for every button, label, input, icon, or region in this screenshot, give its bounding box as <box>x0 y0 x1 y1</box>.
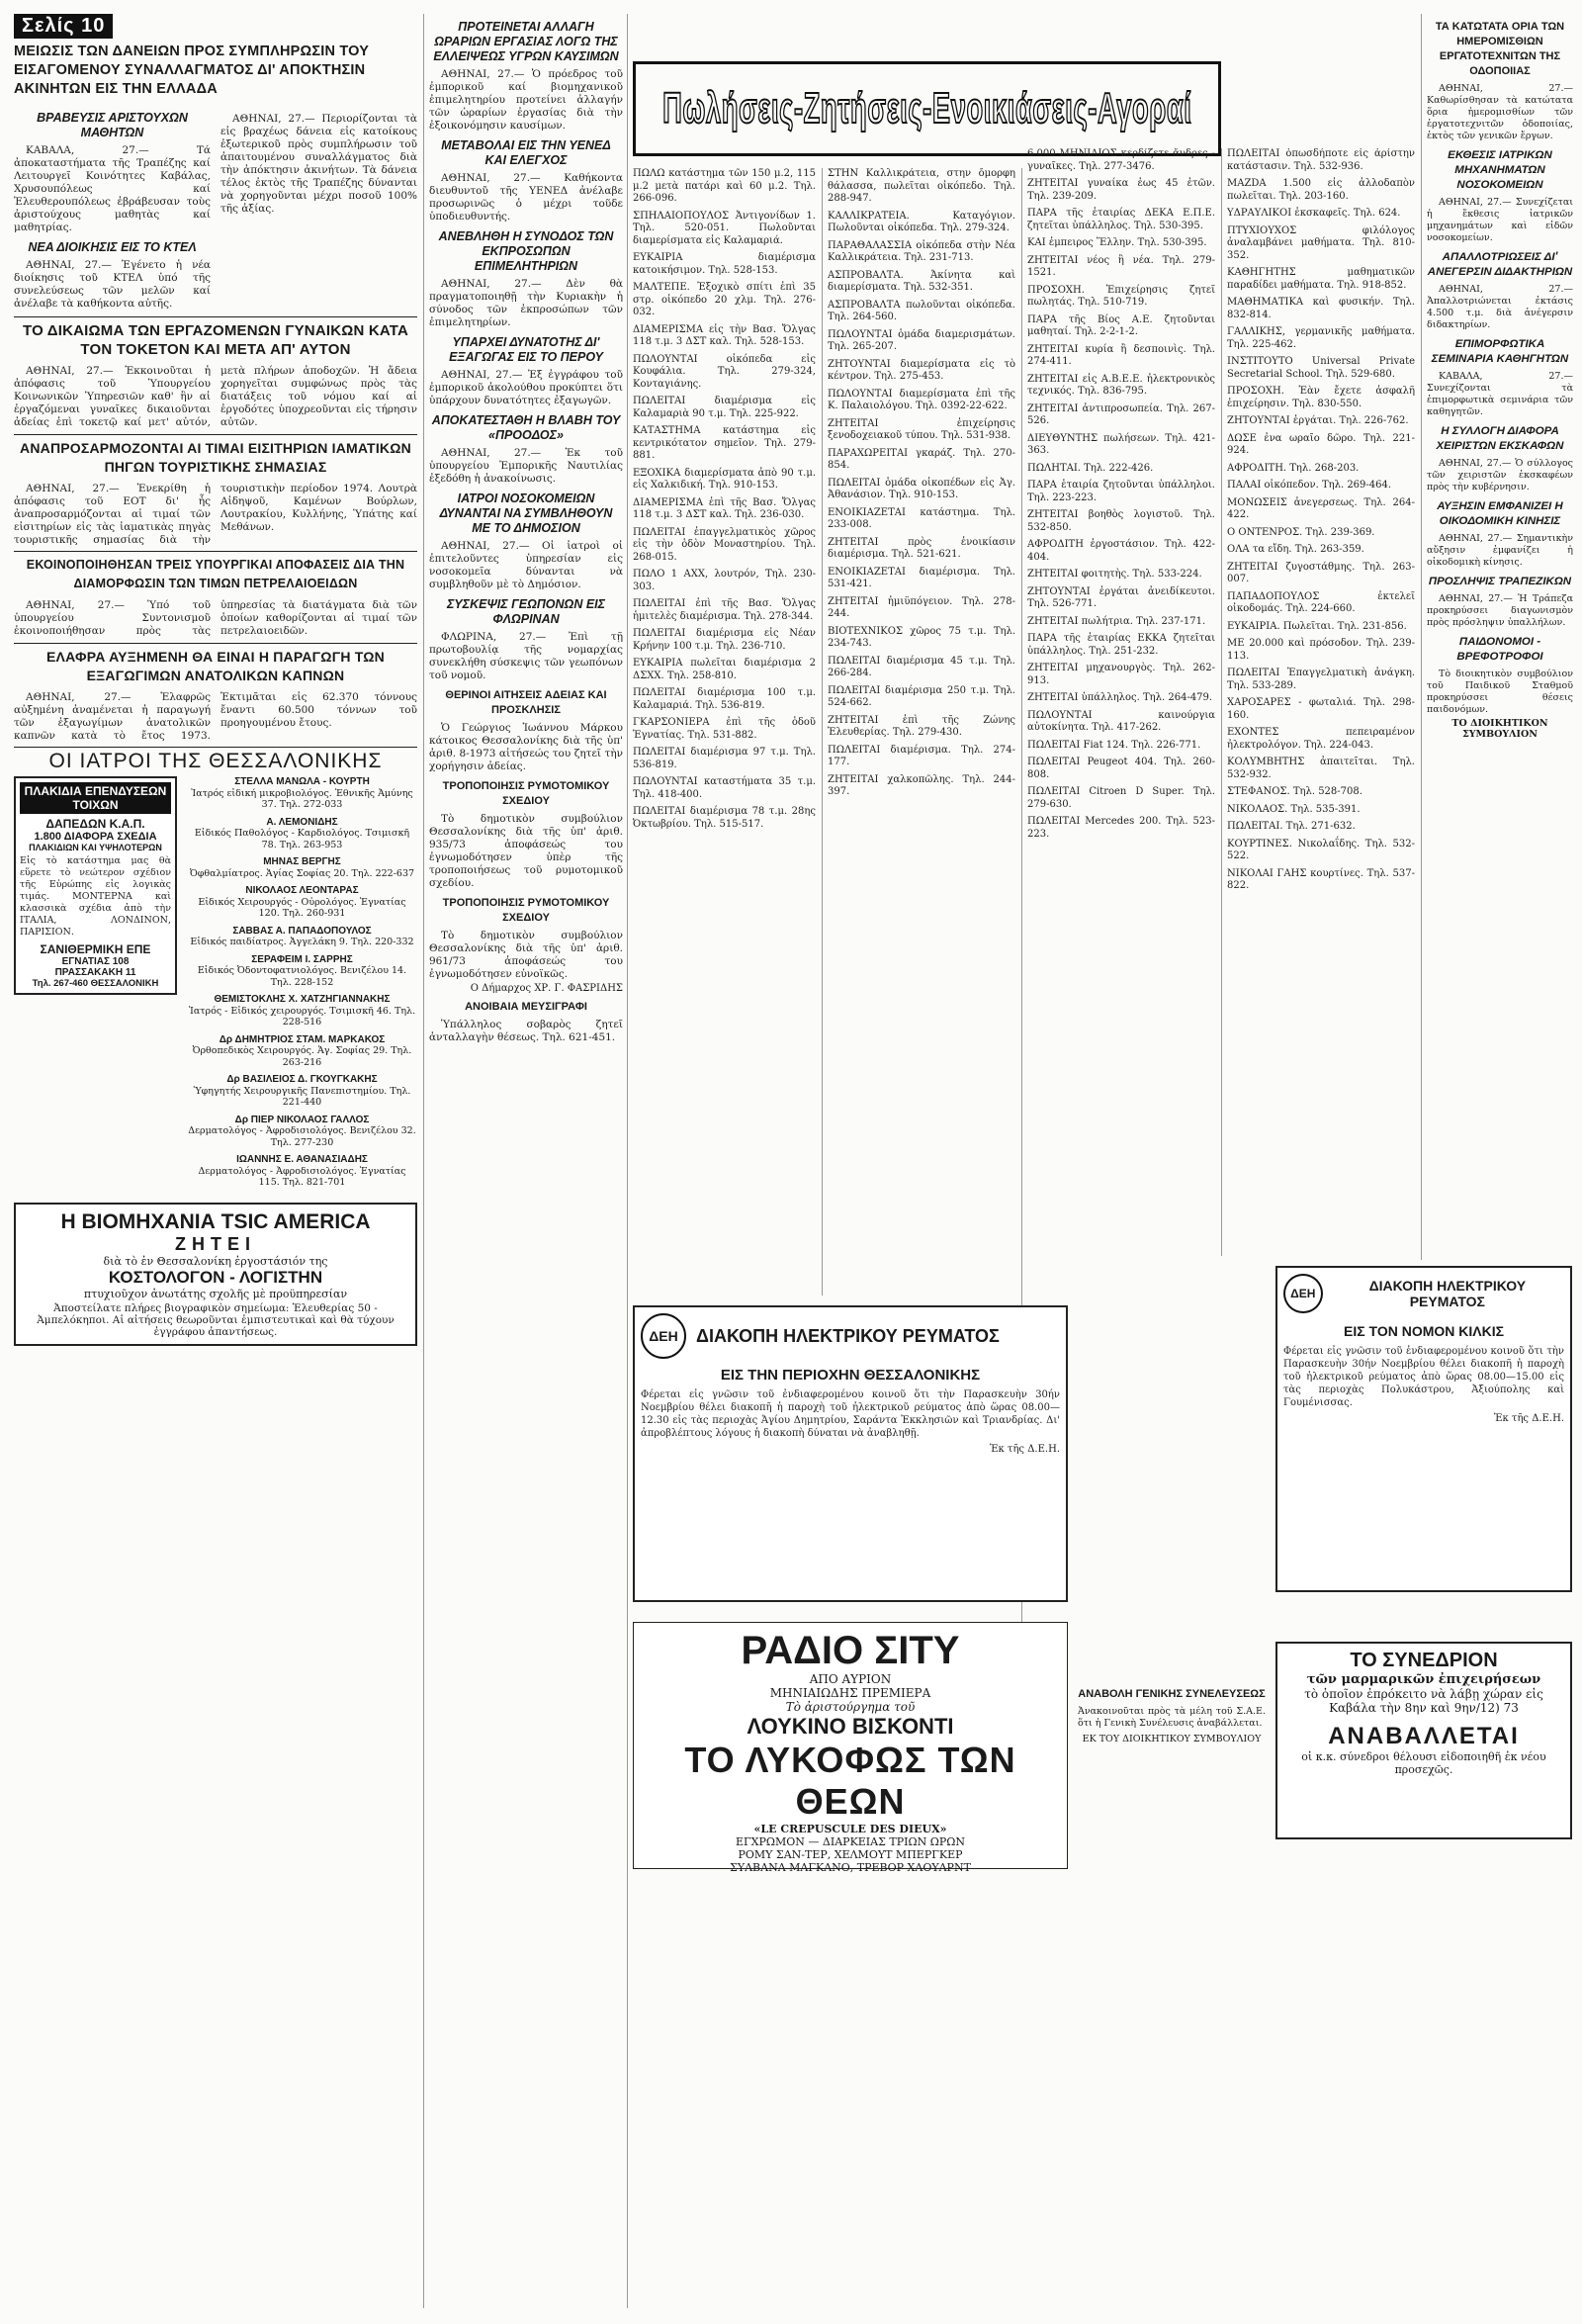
ad-item: ΝΙΚΟΛΑΟΣ. Τηλ. 535-391. <box>1227 803 1361 815</box>
ad-item: ΓΑΛΛΙΚΗΣ, γερμανικῆς μαθήματα. Τηλ. 225-462. <box>1227 326 1415 350</box>
synedrion-title: ΤΟ ΣΥΝΕΔΡΙΟΝ <box>1350 1650 1498 1671</box>
article-text-3: ΑΘΗΝΑΙ, 27.— Ἐνεκρίθη ἡ ἀπόφασις τοῦ ΕΟΤ δι' ἧς ἀναπροσαρμόζονται αἱ τιμαί τῶν εἰσιτηρίων εἰς τὰς ἰαματικὰς πηγὰς τουριστικῆς σημασίας διὰ τὴν τουριστικὴν περίοδον 1974. Λουτρὰ Αἰδηψοῦ, Καμένων Βούρλων, Λουτρακίου, Κυλλήνης, Ὑπάτης καί Μεθάνων. <box>14 483 417 546</box>
c3-text-5: ΑΘΗΝΑΙ, 27.— Ἐκ τοῦ ὑπουργείου Ἐμπορικῆς Ναυτιλίας ἐξεδόθη ἡ ἀνακοίνωσις. <box>429 447 623 485</box>
c8-title-2: ΕΚΘΕΣΙΣ ΙΑΤΡΙΚΩΝ ΜΗΧΑΝΗΜΑΤΩΝ ΝΟΣΟΚΟΜΕΙΩΝ <box>1448 149 1552 191</box>
sub2-title: ΝΕΑ ΔΙΟΙΚΗΣΙΣ ΕΙΣ ΤΟ ΚΤΕΛ <box>28 240 197 254</box>
anavoli-notice <box>1078 1681 1266 1859</box>
c8-title-6: ΑΥΞΗΣΙΝ ΕΜΦΑΝΙΖΕΙ Η ΟΙΚΟΔΟΜΙΚΗ ΚΙΝΗΣΙΣ <box>1437 500 1563 527</box>
radio-color: ΕΓΧΡΩΜΟΝ — ΔΙΑΡΚΕΙΑΣ ΤΡΙΩΝ ΩΡΩΝ <box>736 1835 965 1848</box>
article-text-2: ΑΘΗΝΑΙ, 27.— Ἐκκοινοῦται ἡ ἀπόφασις τοῦ Ὑπουργείου Κοινωνικῶν Ὑπηρεσιῶν καθ' ἣν αἱ ἐργαζόμεναι γυναῖκες δικαιοῦνται ἀδείας ἐπὶ τοκετῷ καί μετ' αὐτόν, μετὰ πλήρων ἀποδοχῶν. Ἡ ἄδεια χορηγεῖται συμφώνως πρὸς τὰς διατάξεις τοῦ νόμου καί αἱ ἐργοδότες ὑποχρεοῦνται εἰς τήρησιν αὐτῶν. <box>14 365 417 428</box>
tsic-line1: διὰ τὸ ἐν Θεσσαλονίκη ἐργοστάσιόν της <box>103 1254 328 1268</box>
tsic-ad <box>14 1203 417 1346</box>
radio-city-ad <box>633 1622 1068 1874</box>
deh2-body: Φέρεται εἰς γνῶσιν τοῦ ἐνδιαφερομένου κοινοῦ ὅτι τὴν Παρασκευὴν 30ήν Νοεμβρίου θέλει διακοπῆ ἡ παροχὴ τοῦ ἠλεκτρικοῦ ρεύματος ἀπὸ ὥρας 08.00—15.00 εἰς τὰς περιοχὰς Πολυκάστρου, Ἀξιούπολης καὶ Γουμένισσας. <box>1283 1346 1564 1408</box>
radio-cast2: ΣΥΛΒΑΝΑ ΜΑΓΚΑΝΟ, ΤΡΕΒΟΡ ΧΑΟΥΑΡΝΤ <box>730 1861 971 1874</box>
anavoli-sign: ΕΚ ΤΟΥ ΔΙΟΙΚΗΤΙΚΟΥ ΣΥΜΒΟΥΛΙΟΥ <box>1082 1734 1262 1744</box>
doctor-entry: ΣΑΒΒΑΣ Α. ΠΑΠΑΔΟΠΟΥΛΟΣ Εἰδικός παιδίατρος. Ἀγγελάκη 9. Τηλ. 220-332 <box>190 925 414 947</box>
article-title-3: ΑΝΑΠΡΟΣΑΡΜΟΖΟΝΤΑΙ ΑΙ ΤΙΜΑΙ ΕΙΣΙΤΗΡΙΩΝ ΙΑΜΑΤΙΚΩΝ ΠΗΓΩΝ ΤΟΥΡΙΣΤΙΚΗΣ ΣΗΜΑΣΙΑΣ <box>20 440 411 475</box>
c3-text-11: Ὑπάλληλος σοβαρὸς ζητεῖ ἀνταλλαγὴν θέσεως. Τηλ. 621-451. <box>429 1019 623 1043</box>
plakidia-address: ΕΓΝΑΤΙΑΣ 108 <box>61 956 130 967</box>
article-text-5: ΑΘΗΝΑΙ, 27.— Ἐλαφρῶς αὐξημένη ἀναμένεται ἡ παραγωγή τῶν ἐξαγωγίμων ἀνατολικῶν καπνῶν κατὰ τὸ ἔτος 1973. Ἐκτιμᾶται εἰς 62.370 τόννους ἔναντι 60.500 τόννων τοῦ προηγουμένου ἔτους. <box>14 691 417 742</box>
ad-item: ΣΤΗΝ Καλλικράτεια, στην ὄμορφη θάλασσα, πωλεῖται οἰκόπεδο. Τηλ. 288-947. <box>828 168 1015 204</box>
ad-item: ΕΥΚΑΙΡΙΑ διαμέρισμα κατοικήσιμον. Τηλ. 528-153. <box>633 252 816 276</box>
radio-cast1: ΡΟΜΥ ΣΑΝ-ΤΕΡ, ΧΕΛΜΟΥΤ ΜΠΕΡΓΚΕΡ <box>738 1848 963 1861</box>
ad-item: ΠΩΛΟΥΝΤΑΙ καταστήματα 35 τ.μ. Τηλ. 418-400. <box>633 776 816 800</box>
ad-item: ΖΗΤΕΙΤΑΙ γυναίκα ἐως 45 ἐτῶν. Τηλ. 239-209. <box>1027 178 1215 202</box>
tsic-line4: Ἀποστείλατε πλήρες βιογραφικὸν σημείωμα: Ἐλευθερίας 50 - Ἀμπελόκηποι. Αἱ αἰτήσεις θεωροῦνται ἐμπιστευτικαὶ καὶ θὰ τύχουν ἐγγράφου ἀπαντήσεως. <box>37 1301 395 1338</box>
ad-item: ΠΩΛΕΙΤΑΙ Fiat 124. Τηλ. 226-771. <box>1027 739 1201 751</box>
ad-item: Ο ΟΝΤΕΝΡΟΣ. Τηλ. 239-369. <box>1227 526 1375 538</box>
c8-title-3: ΑΠΑΛΛΟΤΡΙΩΣΕΙΣ ΔΙ' ΑΝΕΓΕΡΣΙΝ ΔΙΔΑΚΤΗΡΙΩΝ <box>1427 251 1573 278</box>
doctor-entry: Δρ ΠΙΕΡ ΝΙΚΟΛΑΟΣ ΓΑΛΛΟΣ Δερματολόγος - Ἀφροδισιολόγος. Βενιζέλου 32. Τηλ. 277-230 <box>188 1114 416 1148</box>
c3-title-9: ΤΡΟΠΟΠΟΙΗΣΙΣ ΡΥΜΟΤΟΜΙΚΟΥ ΣΧΕΔΙΟΥ <box>442 780 610 807</box>
plakidia-price: 1.800 ΔΙΑΦΟΡΑ ΣΧΕΔΙΑ <box>34 831 157 843</box>
plakidia-body: Εἰς τὸ κατάστημα μας θὰ εὕρετε τὸ νεώτερον σχέδιον τῆς Εὐρώπης εἰς λογικὰς τιμάς. ΜΟΝΤΕΡΝΑ καὶ κλασσικὰ σχέδια ἀπὸ τὴν ΙΤΑΛΙΑ, ΛΟΝΔΙΝΟΝ, ΠΑΡΙΣΙΟΝ. <box>20 855 171 938</box>
ad-item: ΕΞΟΧΙΚΑ διαμερίσματα ἀπὸ 90 τ.μ. εἰς Χαλκιδική. Τηλ. 910-153. <box>633 467 816 491</box>
radio-director: ΛΟΥΚΙΝΟ ΒΙΣΚΟΝΤΙ <box>747 1714 954 1739</box>
c8-text-2: ΑΘΗΝΑΙ, 27.— Συνεχίζεται ἡ ἔκθεσις ἰατρικῶν μηχανημάτων καὶ εἰδῶν νοσοκομείων. <box>1427 197 1573 243</box>
ad-item: ΠΩΛΕΙΤΑΙ διαμέρισμα 78 τ.μ. 28ης Ὀκτωβρίου. Τηλ. 515-517. <box>633 806 816 830</box>
ad-item: ΖΗΤΕΙΤΑΙ χαλκοπῶλης. Τηλ. 244-397. <box>828 773 1015 797</box>
ad-item: ΠΩΛΕΙΤΑΙ. Τηλ. 271-632. <box>1227 821 1356 832</box>
col1b-text: ΑΘΗΝΑΙ, 27.— Περιορίζονται τὰ εἰς βραχέως δάνεια εἰς κατοίκους ἐξωτερικοῦ πρὸς συμπλήρωσιν τοῦ ἀπαιτουμένου συναλλάγματος διὰ τὴν ἀπόκτησιν ἀκινήτων. Τὰ δάνεια τέλος ἐκτὸς τῆς Τραπέζης δύνανται νὰ χορηγοῦνται μέχρι ποσοῦ 100% τῆς ἀξίας. <box>220 113 417 215</box>
synedrion-line3: οἱ κ.κ. σύνεδροι θέλουσι εἰδοποιηθῆ ἐκ νέου προσεχῶς. <box>1301 1750 1546 1776</box>
ad-item: ΑΦΡΟΔΙΤΗ. Τηλ. 268-203. <box>1227 462 1360 474</box>
tsic-line2: ΚΟΣΤΟΛΟΓΟΝ - ΛΟΓΙΣΤΗΝ <box>108 1267 323 1287</box>
ad-item: ΠΑΠΑΔΟΠΟΥΛΟΣ ἐκτελεῖ οἰκοδομάς. Τηλ. 224-660. <box>1227 590 1415 614</box>
synedrion-line2: τὸ ὁποῖον ἐπρόκειτο νὰ λάβῃ χώραν εἰς Καβάλα τὴν 8ην καὶ 9ην/12) 73 <box>1304 1687 1543 1715</box>
c8-text-8: Τὸ διοικητικὸν συμβούλιον τοῦ Παιδικοῦ Σταθμοῦ προκηρύσσει θέσεις παιδονόμων. <box>1427 669 1573 715</box>
deh-notice-thessaloniki <box>633 1305 1068 1602</box>
ad-item: ΖΗΤΕΙΤΑΙ ἀντιπροσωπεία. Τηλ. 267-526. <box>1027 402 1215 426</box>
ad-item: ΔΙΑΜΕΡΙΣΜΑ εἰς τὴν Βασ. Ὄλγας 118 τ.μ. 3 ΔΣΤ καλ. Τηλ. 528-153. <box>633 323 816 347</box>
main-title: ΜΕΙΩΣΙΣ ΤΩΝ ΔΑΝΕΙΩΝ ΠΡΟΣ ΣΥΜΠΛΗΡΩΣΙΝ ΤΟΥ ΕΙΣΑΓΟΜΕΝΟΥ ΣΥΝΑΛΛΑΓΜΑΤΟΣ ΔΙ' ΑΠΟΚΤΗΣΙΝ ΑΚΙΝΗΤΩΝ ΕΙΣ ΤΗΝ ΕΛΛΑΔΑ <box>14 44 370 97</box>
ad-item: ΠΩΛΕΙΤΑΙ διαμέρισμα. Τηλ. 274-177. <box>828 744 1015 767</box>
c8-text-3: ΑΘΗΝΑΙ, 27.— Ἀπαλλοτριώνεται ἐκτάσις 4.500 τ.μ. διὰ ἀνέγερσιν διδακτηρίων. <box>1427 284 1573 330</box>
c3-title-7: ΣΥΣΚΕΨΙΣ ΓΕΩΠΟΝΩΝ ΕΙΣ ΦΛΩΡΙΝΑΝ <box>446 597 606 626</box>
ad-item: ΠΑΡΑΘΑΛΑΣΣΙΑ οἰκόπεδα στὴν Νέα Καλλικράτεια. Τηλ. 231-713. <box>828 239 1015 263</box>
ad-item: ΠΩΛΕΙΤΑΙ διαμέρισμα 250 τ.μ. Τηλ. 524-662. <box>828 684 1015 708</box>
ad-item: ΖΗΤΕΙΤΑΙ ἐπὶ τῆς Ζώνης Ἐλευθερίας. Τηλ. 279-430. <box>828 714 1015 738</box>
page-tag: Σελίς 10 <box>14 14 113 39</box>
tsic-title: Η ΒΙΟΜΗΧΑΝΙΑ TSIC AMERICA <box>60 1209 371 1233</box>
c8-title-8: ΠΑΙΔΟΝΟΜΟΙ - ΒΡΕΦΟΤΡΟΦΟΙ <box>1456 636 1543 663</box>
doctors-title: ΟΙ ΙΑΤΡΟΙ ΤΗΣ ΘΕΣΣΑΛΟΝΙΚΗΣ <box>48 750 383 772</box>
ad-item: ΠΑΡΑ ἑταιρία ζητοῦνται ὑπάλληλοι. Τηλ. 223-223. <box>1027 480 1215 503</box>
c3-sign: Ο Δήμαρχος ΧΡ. Γ. ΦΑΣΡΙΔΗΣ <box>470 983 623 994</box>
ad-item: ΕΝΟΙΚΙΑΖΕΤΑΙ διαμέρισμα. Τηλ. 531-421. <box>828 566 1015 589</box>
ad-item: ΖΗΤΕΙΤΑΙ βοηθὸς λογιστοῦ. Τηλ. 532-850. <box>1027 509 1215 533</box>
doctors-list <box>187 776 417 1195</box>
article-title-4: ΕΚΟΙΝΟΠΟΙΗΘΗΣΑΝ ΤΡΕΙΣ ΥΠΟΥΡΓΙΚΑΙ ΑΠΟΦΑΣΕΙΣ ΔΙΑ ΤΗΝ ΔΙΑΜΟΡΦΩΣΙΝ ΤΩΝ ΤΙΜΩΝ ΠΕΤΡΕΛΑΙΟΕΙΔΩΝ <box>26 558 405 590</box>
ad-item: ΚΟΥΡΤΙΝΕΣ. Νικολαΐδης. Τηλ. 532-522. <box>1227 838 1415 861</box>
c8-text-1: ΑΘΗΝΑΙ, 27.— Καθωρίσθησαν τὰ κατώτατα ὅρια ἡμερομισθίων τῶν ἐργατοτεχνιτῶν ὁδοποιίας, ἐκτὸς τῶν γενικῶν ἔργων. <box>1427 83 1573 141</box>
c3-text-4: ΑΘΗΝΑΙ, 27.— Ἐξ ἐγγράφου τοῦ ἐμπορικοῦ ἀκολούθου προκύπτει ὅτι ὑπάρχουν δυνατότητες ἐξαγωγῶν. <box>429 369 623 406</box>
ad-item: ΖΗΤΕΙΤΑΙ ζυγοστάθμης. Τηλ. 263-007. <box>1227 561 1415 584</box>
ads-column-7 <box>1227 148 1415 1256</box>
c3-title-5: ΑΠΟΚΑΤΕΣΤΑΘΗ Η ΒΛΑΒΗ ΤΟΥ «ΠΡΟΟΔΟΣ» <box>431 413 621 442</box>
sub1-text: ΚΑΒΑΛΑ, 27.— Τά ἀποκαταστήματα τῆς Τραπέζης καί Λειτουργεῖ Κοινότητες Καβάλας, Χρυσουπόλεως καί Ἐλευθερουπόλεως ἐβράβευσαν τοὺς ἀριστούχους μαθητὰς καί μαθητρίας. <box>14 144 211 233</box>
plakidia-extra: ΠΛΑΚΙΔΙΩΝ ΚΑΙ ΥΨΗΛΟΤΕΡΩΝ <box>29 843 162 852</box>
ad-item: ΠΩΛΟΥΝΤΑΙ οἰκόπεδα εἰς Κουφάλια. Τηλ. 279-324, Κονταγιάνης. <box>633 353 816 390</box>
plakidia-address2: ΠΡΑΣΣΑΚΑΚΗ 11 <box>54 967 136 978</box>
plakidia-company: ΣΑΝΙΘΕΡΜΙΚΗ ΕΠΕ <box>40 942 151 956</box>
c3-text-2: ΑΘΗΝΑΙ, 27.— Καθήκοντα διευθυντοῦ τῆς ΥΕΝΕΔ ἀνέλαβε προσωρινῶς ὁ μέχρι τοῦδε ὑποδιευθυντής. <box>429 172 623 223</box>
ad-item: ΜΑΛΤΕΠΕ. Ἐξοχικὸ σπίτι ἐπὶ 35 στρ. οἰκόπεδο 20 χλμ. Τηλ. 276-032. <box>633 282 816 317</box>
ad-item: ΑΣΠΡΟΒΑΛΤΑ. Ἀκίνητα καὶ διαμερίσματα. Τηλ. 532-351. <box>828 269 1015 293</box>
ad-item: ΚΑΛΛΙΚΡΑΤΕΙΑ. Καταγόγιον. Πωλοῦνται οἰκόπεδα. Τηλ. 279-324. <box>828 210 1015 233</box>
c3-title-8: ΘΕΡΙΝΟΙ ΑΙΤΗΣΕΙΣ ΑΔΕΙΑΣ ΚΑΙ ΠΡΟΣΚΛΗΣΙΣ <box>445 689 607 716</box>
ad-item: ΠΩΛΕΙΤΑΙ Citroen D Super. Τηλ. 279-630. <box>1027 786 1215 810</box>
ad-item: ΠΩΛΕΙΤΑΙ Ἐπαγγελματικὴ ἀνάγκη. Τηλ. 533-289. <box>1227 668 1415 691</box>
article-title-2: ΤΟ ΔΙΚΑΙΩΜΑ ΤΩΝ ΕΡΓΑΖΟΜΕΝΩΝ ΓΥΝΑΙΚΩΝ ΚΑΤΑ ΤΟΝ ΤΟΚΕΤΟΝ ΚΑΙ ΜΕΤΑ ΑΠ' ΑΥΤΟΝ <box>22 322 409 358</box>
ad-item: ΖΗΤΟΥΝΤΑΙ διαμερίσματα εἰς τὸ κέντρον. Τηλ. 275-453. <box>828 358 1015 382</box>
ad-item: ΕΥΚΑΙΡΙΑ. Πωλεῖται. Τηλ. 231-856. <box>1227 620 1407 632</box>
ad-item: ΖΗΤΟΥΝΤΑΙ ἐργάται. Τηλ. 226-762. <box>1227 415 1409 426</box>
plakidia-phone: Τηλ. 267-460 ΘΕΣΣΑΛΟΝΙΚΗ <box>32 978 159 989</box>
ad-item: ΙΝΣΤΙΤΟΥΤΟ Universal Private Secretarial School. Τηλ. 529-680. <box>1227 356 1415 380</box>
c8-title-4: ΕΠΙΜΟΡΦΩΤΙΚΑ ΣΕΜΙΝΑΡΙΑ ΚΑΘΗΓΗΤΩΝ <box>1431 338 1569 365</box>
ad-item: ΖΗΤΕΙΤΑΙ πωλήτρια. Τηλ. 237-171. <box>1027 615 1206 627</box>
ad-item: ΔΙΕΥΘΥΝΤΗΣ πωλήσεων. Τηλ. 421-363. <box>1027 432 1215 456</box>
c8-text-6: ΑΘΗΝΑΙ, 27.— Σημαντικὴν αὔξησιν ἐμφανίζει ἡ οἰκοδομικὴ κίνησις. <box>1427 533 1573 568</box>
banner-text: Πωλήσεις-Ζητήσεις-Ενοικιάσεις-Αγοραί <box>661 84 1192 133</box>
ad-item: ΕΥΚΑΙΡΙΑ πωλεῖται διαμέρισμα 2 ΔΣΧΧ. Τηλ. 258-810. <box>633 658 816 681</box>
c3-text-7: ΦΛΩΡΙΝΑ, 27.— Ἐπὶ τῇ πρωτοβουλίᾳ τῆς νομαρχίας συνεκλήθη σύσκεψις τῶν γεωπόνων τοῦ νομοῦ. <box>429 631 623 681</box>
ad-item: ΠΩΛΟΥΝΤΑΙ διαμερίσματα ἐπὶ τῆς Κ. Παλαιολόγου. Τηλ. 0392-22-622. <box>828 388 1015 411</box>
ad-item: ΚΟΛΥΜΒΗΤΗΣ ἀπαιτεῖται. Τηλ. 532-932. <box>1227 757 1415 780</box>
deh2-sign: Ἐκ τῆς Δ.Ε.Η. <box>1493 1413 1564 1424</box>
ad-item: ΠΩΛΟΥΝΤΑΙ καινούργια αὐτοκίνητα. Τηλ. 417-262. <box>1027 709 1215 733</box>
plakidia-title: ΠΛΑΚΙΔΙΑ ΕΠΕΝΔΥΣΕΩΝ ΤΟΙΧΩΝ <box>20 782 171 814</box>
c3-title-1: ΠΡΟΤΕΙΝΕΤΑΙ ΑΛΛΑΓΗ ΩΡΑΡΙΩΝ ΕΡΓΑΣΙΑΣ ΛΟΓΩ ΤΗΣ ΕΛΛΕΙΨΕΩΣ ΥΓΡΩΝ ΚΑΥΣΙΜΩΝ <box>433 20 619 63</box>
ad-item: ΕΝΟΙΚΙΑΖΕΤΑΙ κατάστημα. Τηλ. 233-008. <box>828 506 1015 530</box>
radio-line3: Τὸ ἀριστούργημα τοῦ <box>785 1700 916 1714</box>
plakidia-subtitle: ΔΑΠΕΔΩΝ Κ.Α.Π. <box>45 817 145 831</box>
synedrion-big: ΑΝΑΒΑΛΛΕΤΑΙ <box>1328 1723 1520 1749</box>
c8-title-5: Η ΣΥΛΛΟΓΗ ΔΙΑΦΟΡΑ ΧΕΙΡΙΣΤΩΝ ΕΚΣΚΑΦΩΝ <box>1436 425 1564 452</box>
radio-line2: ΜΗΝΙΑΙΩΔΗΣ ΠΡΕΜΙΕΡΑ <box>769 1686 931 1700</box>
sub2-text: ΑΘΗΝΑΙ, 27.— Ἐγένετο ἡ νέα διοίκησις τοῦ ΚΤΕΛ ὑπό τῆς συνελεύσεως τῶν μελῶν καί ἀνέλαβε τὰ καθήκοντα αὐτῆς. <box>14 259 211 310</box>
c3-text-1: ΑΘΗΝΑΙ, 27.— Ὁ πρόεδρος τοῦ ἐμπορικοῦ καί βιομηχανικοῦ ἐπιμελητηρίου προτείνει ἀλλαγήν τῶν ὡραρίων ἐργασίας διὰ τὴν ἐξοικονόμησιν καυσίμων. <box>429 68 623 132</box>
ad-item: ΖΗΤΕΙΤΑΙ ἡμιϋπόγειον. Τηλ. 278-244. <box>828 595 1015 619</box>
ad-item: ΧΑΡΟΣΑΡΕΣ - φωταλιά. Τηλ. 298-160. <box>1227 697 1415 721</box>
ad-item: ΥΔΡΑΥΛΙΚΟΙ ἐκσκαφεῖς. Τηλ. 624. <box>1227 208 1401 219</box>
c3-text-3: ΑΘΗΝΑΙ, 27.— Δὲν θὰ πραγματοποιηθῇ τὴν Κυριακὴν ἡ σύνοδος τῶν ἐκπροσώπων τῶν ἐπιμελητηρίων. <box>429 278 623 328</box>
ad-item: ΑΣΠΡΟΒΑΛΤΑ πωλοῦνται οἰκόπεδα. Τηλ. 264-560. <box>828 299 1015 322</box>
deh1-body: Φέρεται εἰς γνῶσιν τοῦ ἐνδιαφερομένου κοινοῦ ὅτι τὴν Παρασκευὴν 30ήν Νοεμβρίου θέλει διακοπῆ ἡ παροχὴ τοῦ ἠλεκτρικοῦ ρεύματος ἀπὸ ὥρας 08.00—12.30 εἰς τὰς περιοχὰς Ἀγίου Δημητρίου, Σαράντα Ἐκκλησιῶν καὶ Τριανδρίας. Δι' ἀπροβλέπτους λόγους ἡ διακοπὴ δύναται νὰ ἀναβληθῇ. <box>641 1389 1060 1439</box>
c8-sign: ΤΟ ΔΙΟΙΚΗΤΙΚΟΝ ΣΥΜΒΟΥΛΙΟΝ <box>1451 718 1548 740</box>
tsic-line3: πτυχιοῦχον ἀνωτάτης σχολῆς μὲ προϋπηρεσίαν <box>83 1287 348 1300</box>
c3-title-10: ΤΡΟΠΟΠΟΙΗΣΙΣ ΡΥΜΟΤΟΜΙΚΟΥ ΣΧΕΔΙΟΥ <box>442 897 610 924</box>
deh1-sign: Ἐκ τῆς Δ.Ε.Η. <box>989 1444 1060 1455</box>
deh2-subtitle: ΕΙΣ ΤΟΝ ΝΟΜΟΝ ΚΙΛΚΙΣ <box>1344 1323 1504 1339</box>
radio-title: ΡΑΔΙΟ ΣΙΤΥ <box>741 1629 960 1672</box>
ad-item: ΖΗΤΕΙΤΑΙ κυρία ἢ δεσποινὶς. Τηλ. 274-411. <box>1027 343 1215 367</box>
ad-item: ΠΑΡΑ τῆς ἑταιρίας ΔΕΚΑ Ε.Π.Ε. ζητεῖται ὑπάλληλος. Τηλ. 530-395. <box>1027 208 1215 231</box>
ad-item: ΠΩΛΕΙΤΑΙ Peugeot 404. Τηλ. 260-808. <box>1027 757 1215 780</box>
ad-item: ΝΙΚΟΛΑΙ ΓΑΗΣ κουρτίνες. Τηλ. 537-822. <box>1227 867 1415 891</box>
ad-item: ΠΩΛΩ κατάστημα τῶν 150 μ.2, 115 μ.2 μετὰ πατάρι καὶ 60 μ.2. Τηλ. 266-096. <box>633 168 816 204</box>
article-text-4: ΑΘΗΝΑΙ, 27.— Ὑπό τοῦ ὑπουργείου Συντονισμοῦ ἐκοινοποιήθησαν πρὸς τὰς ὑπηρεσίας τὰ διατάγματα διὰ τῶν ὁποίων καθορίζονται αἱ τιμαί τῶν πετρελαιοειδῶν. <box>14 599 417 637</box>
synedrion-notice <box>1275 1642 1572 1839</box>
ad-item: ΚΑΘΗΓΗΤΗΣ μαθηματικῶν παραδίδει μαθήματα. Τηλ. 918-852. <box>1227 267 1415 291</box>
anavoli-title: ΑΝΑΒΟΛΗ ΓΕΝΙΚΗΣ ΣΥΝΕΛΕΥΣΕΩΣ <box>1078 1688 1266 1700</box>
ads-column-5 <box>828 168 1015 1296</box>
ad-item: ΠΑΡΑΧΩΡΕΙΤΑΙ γκαράζ. Τηλ. 270-854. <box>828 447 1015 471</box>
radio-film: ΤΟ ΛΥΚΟΦΩΣ ΤΩΝ ΘΕΩΝ <box>684 1740 1016 1822</box>
doctor-entry: ΣΤΕΛΛΑ ΜΑΝΩΛΑ - ΚΟΥΡΤΗ Ἰατρός εἰδική μικροβιολόγος. Ἐθνικῆς Ἀμύνης 37. Τηλ. 272-033 <box>191 776 413 810</box>
ad-item: ΑΦΡΟΔΙΤΗ ἐργοστάσιον. Τηλ. 422-404. <box>1027 539 1215 563</box>
ad-item: ΠΩΛΕΙΤΑΙ ἐπαγγελματικὸς χῶρος εἰς τὴν ὁδὸν Μοναστηρίου. Τηλ. 268-015. <box>633 526 816 563</box>
ad-item: ΠΩΛΟ 1 ΑΧΧ, λουτρόν, Τηλ. 230-303. <box>633 569 816 592</box>
ad-item: ΠΩΛΕΙΤΑΙ ἐπὶ τῆς Βασ. Ὄλγας ἡμιτελὲς διαμέρισμα. Τηλ. 278-344. <box>633 598 816 622</box>
ad-item: ΜΕ 20.000 καὶ πρόσοδον. Τηλ. 239-113. <box>1227 638 1415 662</box>
ad-item: ΖΗΤΕΙΤΑΙ μηχανουργὸς. Τηλ. 262-913. <box>1027 663 1215 686</box>
ad-item: ΔΙΑΜΕΡΙΣΜΑ ἐπὶ τῆς Βασ. Ὄλγας 118 τ.μ. 3 ΔΣΤ καλ. Τηλ. 236-030. <box>633 496 816 520</box>
ad-item: ΔΩΣΕ ἐνα ωραῖο δῶρο. Τηλ. 221-924. <box>1227 432 1415 456</box>
ad-item: ΠΑΡΑ τῆς ἑταιρίας ΕΚΚΑ ζητεῖται ὑπάλληλος. Τηλ. 251-232. <box>1027 633 1215 657</box>
ad-item: ΓΚΑΡΣΟΝΙΕΡΑ ἐπὶ τῆς ὁδοῦ Ἐγνατίας. Τηλ. 531-882. <box>633 717 816 741</box>
ad-item: ΠΩΛΗΤΑΙ. Τηλ. 222-426. <box>1027 462 1154 474</box>
ad-item: ΜΑΘΗΜΑΤΙΚΑ καὶ φυσικήν. Τηλ. 832-814. <box>1227 297 1415 320</box>
deh-logo-icon: ΔΕΗ <box>641 1313 686 1359</box>
ad-item: ΖΗΤΕΙΤΑΙ ἐπιχείρησις ξενοδοχειακοῦ τύπου. Τηλ. 531-938. <box>828 417 1015 441</box>
ad-item: ΠΤΥΧΙΟΥΧΟΣ φιλόλογος ἀναλαμβάνει μαθήματα. Τηλ. 810-352. <box>1227 224 1415 261</box>
doctor-entry: Α. ΛΕΜΟΝΙΔΗΣ Εἰδικός Παθολόγος - Καρδιολόγος. Τσιμισκῆ 78. Τηλ. 263-953 <box>194 816 410 850</box>
ad-item: ΣΠΗΛΑΙΟΠΟΥΛΟΣ Ἀντιγονίδων 1. Τηλ. 520-051. Πωλοῦνται διαμερίσματα εἰς Καλαμαριά. <box>633 210 816 246</box>
ad-item: ΖΗΤΟΥΝΤΑΙ ἐργάται ἀνειδίκευτοι. Τηλ. 526-771. <box>1027 585 1215 609</box>
ad-item: ΖΗΤΕΙΤΑΙ πρὸς ἐνοικίασιν διαμέρισμα. Τηλ. 521-621. <box>828 536 1015 560</box>
ad-item: ΠΩΛΟΥΝΤΑΙ ὁμάδα διαμερισμάτων. Τηλ. 265-207. <box>828 328 1015 352</box>
ad-item: ΠΡΟΣΟΧΗ. Ἐπιχείρησις ζητεῖ πωλητάς. Τηλ. 510-719. <box>1027 284 1215 308</box>
ad-item: ΖΗΤΕΙΤΑΙ εἰς Α.Β.Ε.Ε. ἠλεκτρονικὸς τεχνικός. Τηλ. 836-795. <box>1027 373 1215 397</box>
doctor-entry: ΝΙΚΟΛΑΟΣ ΛΕΟΝΤΑΡΑΣ Εἰδικός Χειρουργός - Οὐρολόγος. Ἐγνατίας 120. Τηλ. 260-931 <box>198 885 406 919</box>
deh-notice-kilkis <box>1275 1266 1572 1592</box>
c3-text-6: ΑΘΗΝΑΙ, 27.— Οἱ ἰατροὶ οἱ ἐπιτελοῦντες ὑπηρεσίαν εἰς νοσοκομεῖα δύνανται νὰ συμβληθοῦν μὲ τὸ Δημόσιον. <box>429 540 623 590</box>
column-1 <box>14 14 417 2318</box>
ad-item: ΚΑΤΑΣΤΗΜΑ κατάστημα εἰς κεντρικότατον σημεῖον. Τηλ. 279-881. <box>633 425 816 461</box>
ad-item: ΠΩΛΕΙΤΑΙ ὁμάδα οἰκοπέδων εἰς Ἀγ. Ἀθανάσιον. Τηλ. 910-153. <box>828 477 1015 500</box>
sub1-title: ΒΡΑΒΕΥΣΙΣ ΑΡΙΣΤΟΥΧΩΝ ΜΑΘΗΤΩΝ <box>37 111 188 139</box>
classifieds-banner <box>633 61 1221 156</box>
ads-column-4 <box>633 168 816 1296</box>
c8-text-4: ΚΑΒΑΛΑ, 27.— Συνεχίζονται τὰ ἐπιμορφωτικὰ σεμινάρια τῶν καθηγητῶν. <box>1427 371 1573 417</box>
ad-item: ΜΟΝΩΣΕΙΣ ἀνεγερσεως. Τηλ. 264-422. <box>1227 496 1415 520</box>
doctor-entry: Δρ ΒΑΣΙΛΕΙΟΣ Δ. ΓΚΟΥΓΚΑΚΗΣ Ὑφηγητής Χειρουργικῆς Πανεπιστημίου. Τηλ. 221-440 <box>193 1074 411 1108</box>
c3-title-3: ΑΝΕΒΛΗΘΗ Η ΣΥΝΟΔΟΣ ΤΩΝ ΕΚΠΡΟΣΩΠΩΝ ΕΠΙΜΕΛΗΤΗΡΙΩΝ <box>438 229 614 273</box>
c8-text-5: ΑΘΗΝΑΙ, 27.— Ὁ σύλλογος τῶν χειριστῶν ἐκσκαφέων πρὸς τὴν κυβέρνησιν. <box>1427 458 1573 492</box>
column-3 <box>429 14 623 2318</box>
ad-item: ΚΑΙ ἐμπειρος Ἕλλην. Τηλ. 530-395. <box>1027 237 1207 248</box>
ad-item: ΠΩΛΕΙΤΑΙ διαμέρισμα 100 τ.μ. Καλαμαριά. Τηλ. 536-819. <box>633 687 816 711</box>
ad-item: ΟΛΑ τα εἴδη. Τηλ. 263-359. <box>1227 544 1364 555</box>
c3-text-9: Τὸ δημοτικὸν συμβούλιον Θεσσαλονίκης διὰ τῆς ὑπ' ἀριθ. 935/73 ἀποφάσεώς του ἐγνωμοδότησεν ὑπὲρ τῆς τροποποιήσεως τοῦ ρυμοτομικοῦ σχεδίου. <box>429 813 623 889</box>
ad-item: ΒΙΟΤΕΧΝΙΚΟΣ χῶρος 75 τ.μ. Τηλ. 234-743. <box>828 625 1015 649</box>
ad-item: ΠΩΛΕΙΤΑΙ Mercedes 200. Τηλ. 523-223. <box>1027 816 1215 840</box>
doctor-entry: ΣΕΡΑΦΕΙΜ Ι. ΣΑΡΡΗΣ Εἰδικός Ὀδοντοφατνιολόγος. Βενιζέλου 14. Τηλ. 228-152 <box>197 953 407 988</box>
c3-title-2: ΜΕΤΑΒΟΛΑΙ ΕΙΣ ΤΗΝ ΥΕΝΕΔ ΚΑΙ ΕΛΕΓΧΟΣ <box>441 138 611 167</box>
synedrion-line1: τῶν μαρμαρικῶν ἐπιχειρήσεων <box>1306 1672 1541 1687</box>
ad-item: ΠΑΛΑΙ οἰκόπεδον. Τηλ. 269-464. <box>1227 480 1392 491</box>
ad-item: ΖΗΤΕΙΤΑΙ φοιτητὴς. Τηλ. 533-224. <box>1027 569 1202 580</box>
ad-item: ΠΩΛΕΙΤΑΙ διαμέρισμα εἰς Νέαν Κρήνην 100 τ.μ. Τηλ. 236-710. <box>633 628 816 652</box>
ad-item: ΠΑΡΑ τῆς Βίος Α.Ε. ζητοῦνται μαθηταί. Τηλ. 2-2-1-2. <box>1027 313 1215 337</box>
article-title-5: ΕΛΑΦΡΑ ΑΥΞΗΜΕΝΗ ΘΑ ΕΙΝΑΙ Η ΠΑΡΑΓΩΓΗ ΤΩΝ ΕΞΑΓΩΓΙΜΩΝ ΑΝΑΤΟΛΙΚΩΝ ΚΑΠΝΩΝ <box>46 649 385 683</box>
anavoli-body: Ἀνακοινοῦται πρὸς τὰ μέλη τοῦ Σ.Α.Ε. ὅτι ἡ Γενικὴ Συνέλευσις ἀναβάλλεται. <box>1078 1706 1266 1729</box>
column-8 <box>1427 14 1573 1260</box>
ad-item: ΠΡΟΣΟΧΗ. Ἐὰν ἔχετε ἀσφαλῆ ἐπιχείρησιν. Τηλ. 830-550. <box>1227 386 1415 409</box>
c8-title-1: ΤΑ ΚΑΤΩΤΑΤΑ ΟΡΙΑ ΤΩΝ ΗΜΕΡΟΜΙΣΘΙΩΝ ΕΡΓΑΤΟΤΕΧΝΙΤΩΝ ΤΗΣ ΟΔΟΠΟΙΙΑΣ <box>1435 21 1565 77</box>
tsic-subtitle: ΖΗΤΕΙ <box>175 1233 256 1254</box>
ad-item: ΠΩΛΕΙΤΑΙ διαμέρισμα 97 τ.μ. Τηλ. 536-819. <box>633 747 816 770</box>
c3-text-8: Ὁ Γεώργιος Ἰωάννου Μάρκου κάτοικος Θεσσαλονίκης διὰ τῆς ὑπ' ἀριθ. 8-1973 αἰτήσεώς του ζητεῖ τὴν χορήγησιν ἀδείας. <box>429 722 623 772</box>
deh1-title: ΔΙΑΚΟΠΗ ΗΛΕΚΤΡΙΚΟΥ ΡΕΥΜΑΤΟΣ <box>696 1325 1000 1346</box>
c3-title-11: ΑΝΟΙΒΑΙΑ ΜΕΥΣΙΓΡΑΦΙ <box>465 1001 587 1013</box>
ad-item: ΖΗΤΕΙΤΑΙ νέος ἢ νέα. Τηλ. 279-1521. <box>1027 254 1215 278</box>
ad-item: ΠΩΛΕΙΤΑΙ διαμέρισμα εἰς Καλαμαριὰ 90 τ.μ. Τηλ. 225-922. <box>633 396 816 419</box>
ad-item: MAZDA 1.500 εἰς ἀλλοδαπὸν πωλεῖται. Τηλ. 203-160. <box>1227 178 1415 202</box>
deh2-title: ΔΙΑΚΟΠΗ ΗΛΕΚΤΡΙΚΟΥ ΡΕΥΜΑΤΟΣ <box>1368 1278 1527 1309</box>
deh-logo-icon: ΔΕΗ <box>1283 1274 1323 1313</box>
ad-item: ΖΗΤΕΙΤΑΙ ὑπάλληλος. Τηλ. 264-479. <box>1027 692 1213 703</box>
radio-original: «LE CREPUSCULE DES DIEUX» <box>753 1823 947 1835</box>
c8-title-7: ΠΡΟΣΛΗΨΙΣ ΤΡΑΠΕΖΙΚΩΝ <box>1428 576 1572 587</box>
ad-item: ΣΤΕΦΑΝΟΣ. Τηλ. 528-708. <box>1227 786 1362 797</box>
doctor-entry: Δρ ΔΗΜΗΤΡΙΟΣ ΣΤΑΜ. ΜΑΡΚΑΚΟΣ Ὀρθοπεδικὸς Χειρουργός. Ἁγ. Σοφίας 29. Τηλ. 263-216 <box>192 1033 412 1068</box>
ad-item: 6.000 ΜΗΝΙΑΙΟΣ κερδίζετε ἄνδρες - γυναῖκες. Τηλ. 277-3476. <box>1027 148 1215 172</box>
c3-text-10: Τὸ δημοτικὸν συμβούλιον Θεσσαλονίκης διὰ τῆς ὑπ' ἀριθ. 961/73 ἀποφάσεώς του ἐγνωμοδότησεν εὐνοϊκῶς. <box>429 930 623 980</box>
doctor-entry: ΙΩΑΝΝΗΣ Ε. ΑΘΑΝΑΣΙΑΔΗΣ Δερματολόγος - Ἀφροδισιολόγος. Ἐγνατίας 115. Τηλ. 821-701 <box>198 1154 406 1188</box>
c3-title-4: ΥΠΑΡΧΕΙ ΔΥΝΑΤΟΤΗΣ ΔΙ' ΕΞΑΓΩΓΑΣ ΕΙΣ ΤΟ ΠΕΡΟΥ <box>449 335 603 364</box>
ad-item: ΠΩΛΕΙΤΑΙ διαμέρισμα 45 τ.μ. Τηλ. 266-284. <box>828 655 1015 678</box>
radio-line1: ΑΠΟ ΑΥΡΙΟΝ <box>809 1672 892 1686</box>
plakidia-ad <box>14 776 177 1195</box>
c3-title-6: ΙΑΤΡΟΙ ΝΟΣΟΚΟΜΕΙΩΝ ΔΥΝΑΝΤΑΙ ΝΑ ΣΥΜΒΛΗΘΟΥΝ ΜΕ ΤΟ ΔΗΜΟΣΙΟΝ <box>439 492 613 535</box>
deh1-subtitle: ΕΙΣ ΤΗΝ ΠΕΡΙΟΧΗΝ ΘΕΣΣΑΛΟΝΙΚΗΣ <box>720 1367 981 1384</box>
doctor-entry: ΘΕΜΙΣΤΟΚΛΗΣ Χ. ΧΑΤΖΗΓΙΑΝΝΑΚΗΣ Ἰατρός - Εἰδικός χειρουργός. Τσιμισκῆ 46. Τηλ. 228-516 <box>188 994 416 1028</box>
c8-text-7: ΑΘΗΝΑΙ, 27.— Ἡ Τράπεζα προκηρύσσει διαγωνισμὸν πρὸς πρόσληψιν ὑπαλλήλων. <box>1427 593 1573 628</box>
ad-item: ΕΧΟΝΤΕΣ πεπειραμένον ἠλεκτρολόγον. Τηλ. 224-043. <box>1227 727 1415 751</box>
ad-item: ΠΩΛΕΙΤΑΙ ὁπωσδήποτε εἰς ἀρίστην κατάστασιν. Τηλ. 532-936. <box>1227 148 1415 172</box>
doctor-entry: ΜΗΝΑΣ ΒΕΡΓΗΣ Ὀφθαλμίατρος. Ἁγίας Σοφίας 20. Τηλ. 222-637 <box>189 856 415 879</box>
